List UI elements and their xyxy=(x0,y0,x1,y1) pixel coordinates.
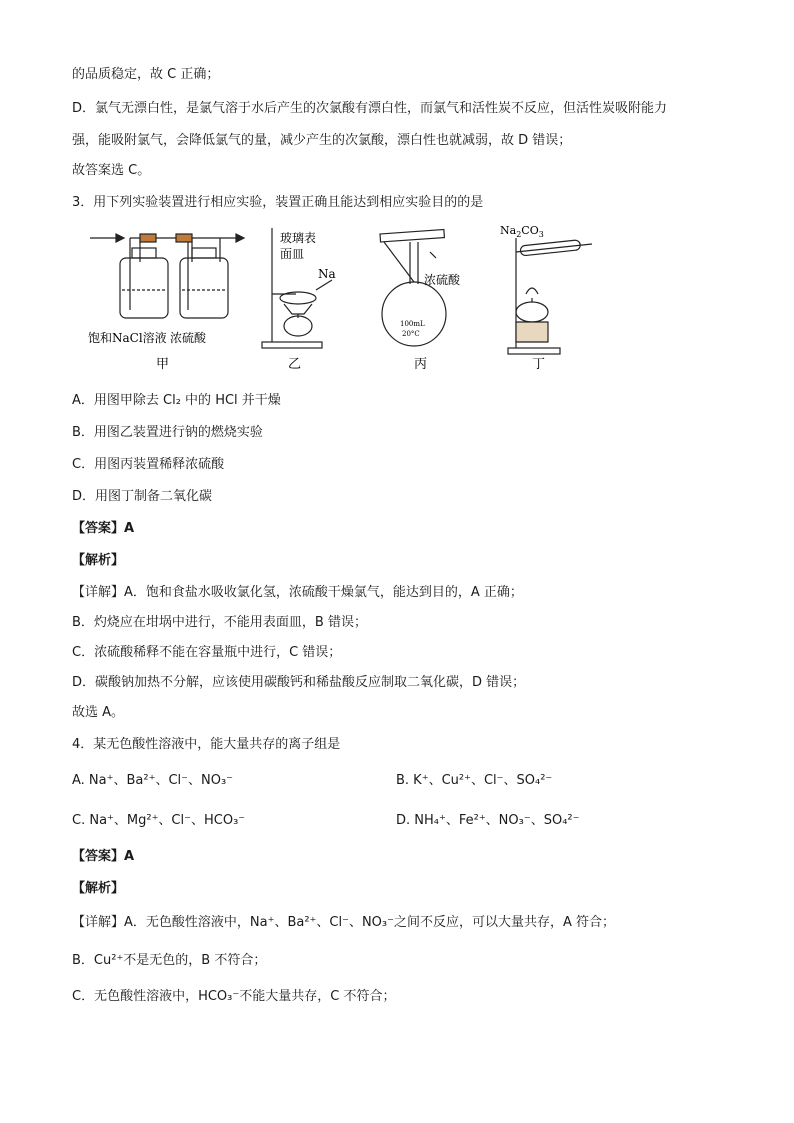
apparatus-figure xyxy=(80,222,600,382)
q4-detail: 【详解】A．无色酸性溶液中，Na⁺、Ba²⁺、Cl⁻、NO₃⁻之间不反应，可以大量共存，A 符合； xyxy=(72,915,616,930)
watch-glass-label-2: 面皿 xyxy=(280,247,305,261)
q3-analysis-label: 【解析】 xyxy=(72,553,125,568)
prev-answer-line-2: D．氯气无漂白性，是氯气溶于水后产生的次氯酸有漂白性，而氯气和活性炭不反应，但活性炭吸附能力 xyxy=(72,101,668,116)
question-3-stem: 3．用下列实验装置进行相应实验，装置正确且能达到相应实验目的的是 xyxy=(72,195,484,210)
q4-explain-c: C．无色酸性溶液中，HCO₃⁻不能大量共存，C 不符合； xyxy=(72,989,396,1004)
q4-option-c: C. Na⁺、Mg²⁺、Cl⁻、HCO₃⁻ xyxy=(72,813,246,828)
q3-explain-b: B．灼烧应在坩埚中进行，不能用表面皿，B 错误； xyxy=(72,615,367,630)
na2co3-label: $Na_2CO_3$ xyxy=(500,224,544,239)
q4-option-a: A. Na⁺、Ba²⁺、Cl⁻、NO₃⁻ xyxy=(72,773,234,788)
prev-answer-line-4: 故答案选 C。 xyxy=(72,163,151,178)
q3-explain-c: C．浓硫酸稀释不能在容量瓶中进行，C 错误； xyxy=(72,645,342,660)
figure-label-bing: 丙 xyxy=(414,357,428,372)
q3-conclusion: 故选 A。 xyxy=(72,705,125,720)
flask-volume-label: 100mL xyxy=(400,320,425,328)
q3-explain-d: D．碳酸钠加热不分解，应该使用碳酸钙和稀盐酸反应制取二氧化碳，D 错误； xyxy=(72,675,526,690)
q3-option-d: D．用图丁制备二氧化碳 xyxy=(72,489,213,504)
q3-answer: 【答案】A xyxy=(72,521,135,536)
prev-answer-line-3: 强，能吸附氯气，会降低氯气的量，减少产生的次氯酸，漂白性也就减弱，故 D 错误； xyxy=(72,133,572,148)
flask-temp-label: 20°C xyxy=(402,330,420,338)
prev-answer-line-1: 的品质稳定，故 C 正确； xyxy=(72,67,220,82)
q3-option-a: A．用图甲除去 Cl₂ 中的 HCl 并干燥 xyxy=(72,393,281,408)
q4-option-b: B. K⁺、Cu²⁺、Cl⁻、SO₄²⁻ xyxy=(396,773,553,788)
bottle1-label: 饱和NaCl溶液 xyxy=(88,331,167,345)
q3-option-c: C．用图丙装置稀释浓硫酸 xyxy=(72,457,225,472)
bottle2-label: 浓硫酸 xyxy=(170,331,207,345)
question-4-stem: 4．某无色酸性溶液中，能大量共存的离子组是 xyxy=(72,737,341,752)
apparatus-drawing xyxy=(80,222,600,382)
figure-label-ding: 丁 xyxy=(532,357,546,372)
q4-analysis-label: 【解析】 xyxy=(72,881,125,896)
q4-option-d: D. NH₄⁺、Fe²⁺、NO₃⁻、SO₄²⁻ xyxy=(396,813,580,828)
q3-option-b: B．用图乙装置进行钠的燃烧实验 xyxy=(72,425,263,440)
na-label: Na xyxy=(318,267,336,281)
q4-explain-b: B．Cu²⁺不是无色的，B 不符合； xyxy=(72,953,267,968)
figure-label-yi: 乙 xyxy=(288,357,302,372)
watch-glass-label-1: 玻璃表 xyxy=(280,231,317,245)
figure-label-jia: 甲 xyxy=(156,357,170,372)
q3-detail: 【详解】A．饱和食盐水吸收氯化氢，浓硫酸干燥氯气，能达到目的，A 正确； xyxy=(72,585,523,600)
flask-acid-label: 浓硫酸 xyxy=(424,273,461,287)
q4-answer: 【答案】A xyxy=(72,849,135,864)
